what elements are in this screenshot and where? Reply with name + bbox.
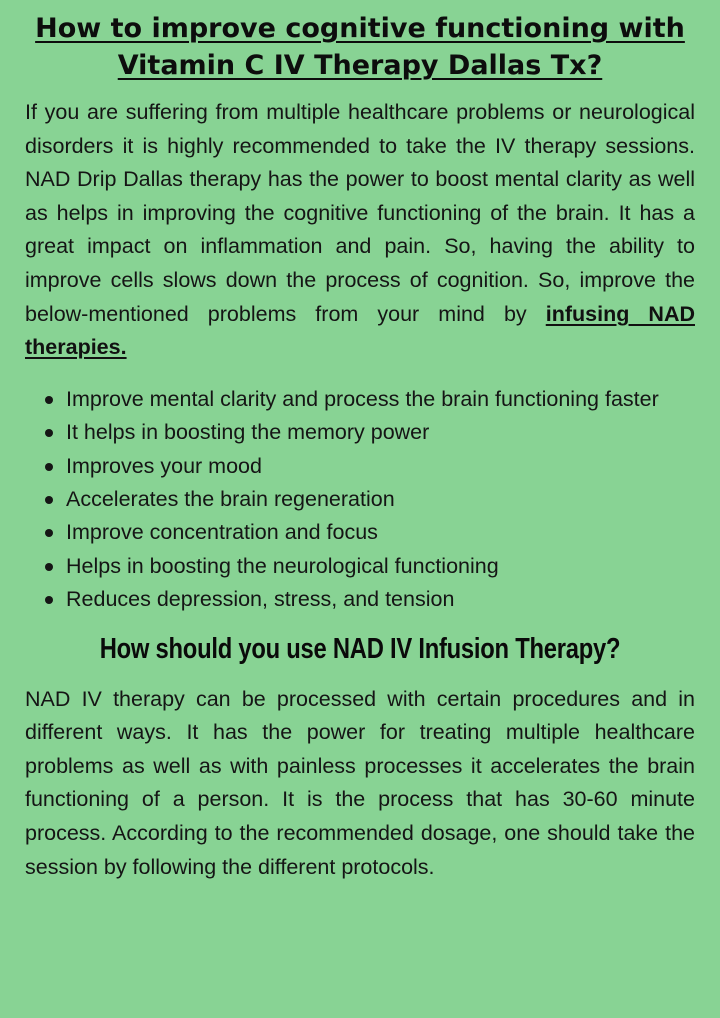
title-line-2: Vitamin C IV Therapy Dallas Tx? bbox=[117, 50, 603, 81]
intro-text: If you are suffering from multiple healthcare problems or neurological disorders it is highly recommended to take the IV therapy sessions. NAD Drip Dallas therapy has the power to boost mental clarity as well as helps in improving the cognitive functioning of the brain. It has a great impact on inflammation and pain. So, having the ability to improve cells slows down the process of cognition. So, improve the below-mentioned problems from your mind by bbox=[25, 100, 695, 326]
list-item: Helps in boosting the neurological functioning bbox=[66, 550, 695, 583]
list-item: Reduces depression, stress, and tension bbox=[66, 583, 695, 616]
section-heading: How should you use NAD IV Infusion Therapy? bbox=[99, 632, 621, 665]
list-item: Improve concentration and focus bbox=[66, 516, 695, 549]
section-paragraph: NAD IV therapy can be processed with certain procedures and in different ways. It has the power for treating multiple healthcare problems as well as with painless processes it accelerates the brain functioning of a person. It is the process that has 30-60 minute process. According to the recommended dosage, one should take the session by following the different protocols. bbox=[25, 686, 695, 879]
list-item: Improves your mood bbox=[66, 450, 695, 483]
list-item: Accelerates the brain regeneration bbox=[66, 483, 695, 516]
benefits-list bbox=[25, 383, 695, 617]
list-item: It helps in boosting the memory power bbox=[66, 416, 695, 449]
title-line-1: How to improve cognitive functioning with bbox=[35, 13, 685, 44]
list-item: Improve mental clarity and process the brain functioning faster bbox=[66, 383, 695, 416]
intro-paragraph bbox=[25, 96, 695, 365]
page-title bbox=[25, 10, 695, 84]
infusing-nad-therapies-link[interactable]: infusing NAD therapies. bbox=[25, 301, 695, 360]
